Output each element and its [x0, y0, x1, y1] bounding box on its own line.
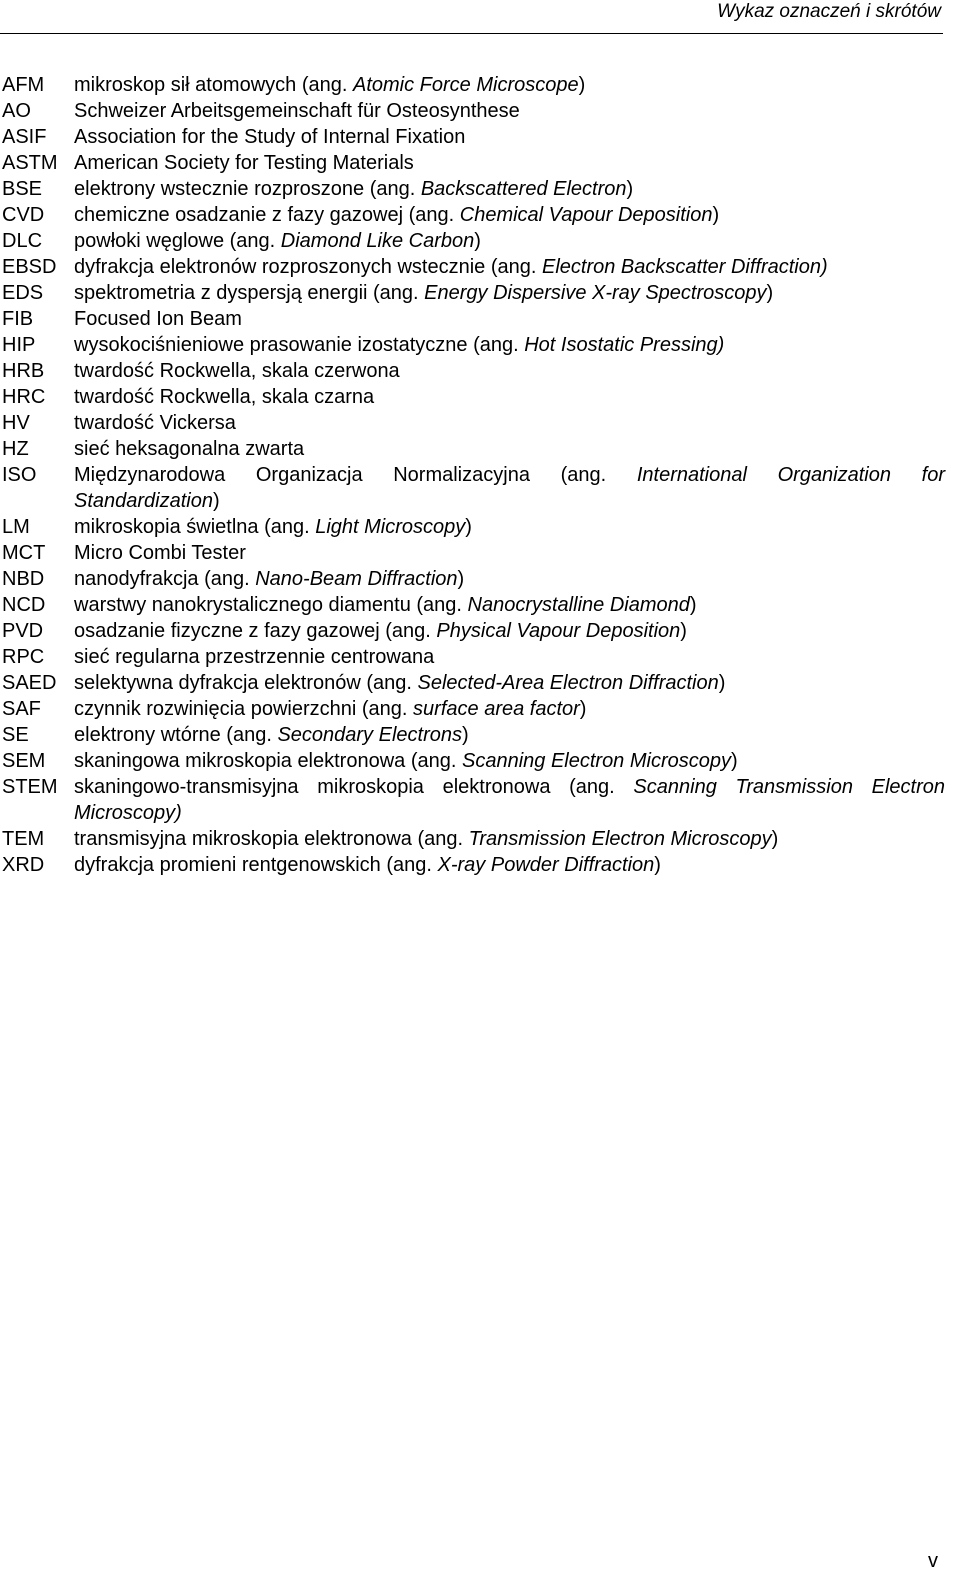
closing-parenthesis: ) — [212, 490, 220, 512]
abbreviation-definition — [74, 852, 945, 878]
closing-parenthesis: ) — [718, 672, 726, 694]
abbreviation-entry — [0, 852, 945, 878]
abbreviation-term: XRD — [2, 854, 45, 876]
closing-parenthesis: ) — [457, 568, 465, 590]
definition-text: Association for the Study of Internal Fixation — [74, 126, 466, 148]
abbreviation-definition — [74, 384, 945, 410]
definition-text: sieć regularna przestrzennie centrowana — [74, 646, 435, 668]
abbreviation-entry — [0, 150, 945, 176]
abbreviation-definition — [74, 228, 945, 254]
abbreviation-entry — [0, 618, 945, 644]
abbreviation-term: LM — [2, 516, 30, 538]
closing-parenthesis: ) — [474, 230, 481, 252]
definition-text: transmisyjna mikroskopia elektronowa (ang. — [74, 828, 469, 850]
running-header-title: Wykaz oznaczeń i skrótów — [717, 1, 941, 22]
abbreviation-term: EDS — [2, 282, 44, 304]
english-term: Physical Vapour Deposition — [436, 620, 681, 642]
english-term: International Organization for Standardization — [74, 464, 945, 512]
definition-text: dyfrakcja promieni rentgenowskich (ang. — [74, 854, 438, 876]
definition-text: spektrometria z dyspersją energii (ang. — [74, 282, 425, 304]
abbreviation-entry — [0, 748, 945, 774]
abbreviation-definition — [74, 670, 945, 696]
abbreviation-definition — [74, 696, 945, 722]
definition-text: Międzynarodowa Organizacja Normalizacyjna (ang. — [74, 464, 637, 486]
english-term: Secondary Electrons — [277, 724, 462, 746]
abbreviation-entry — [0, 462, 945, 514]
abbreviation-term: HRC — [2, 386, 46, 408]
abbreviation-term: NBD — [2, 568, 45, 590]
abbreviation-entry — [0, 670, 945, 696]
abbreviation-entry — [0, 72, 945, 98]
abbreviation-term: FIB — [2, 308, 34, 330]
definition-text: twardość Rockwella, skala czerwona — [74, 360, 400, 382]
definition-text: mikroskopia świetlna (ang. — [74, 516, 316, 538]
abbreviation-entry — [0, 332, 945, 358]
definition-text: selektywna dyfrakcja elektronów (ang. — [74, 672, 418, 694]
abbreviation-definition — [74, 306, 945, 332]
abbreviation-term: AO — [2, 100, 31, 122]
definition-text: twardość Rockwella, skala czarna — [74, 386, 375, 408]
abbreviation-entry — [0, 696, 945, 722]
english-term: Nano-Beam Diffraction — [255, 568, 458, 590]
closing-parenthesis: ) — [766, 282, 774, 304]
definition-text: American Society for Testing Materials — [74, 152, 414, 174]
closing-parenthesis: ) — [578, 74, 586, 96]
closing-parenthesis: ) — [465, 516, 472, 538]
definition-text: elektrony wtórne (ang. — [74, 724, 278, 746]
abbreviation-definition — [74, 774, 945, 826]
abbreviation-definition — [74, 280, 945, 306]
abbreviation-definition — [74, 98, 945, 124]
definition-text: Focused Ion Beam — [74, 308, 242, 330]
abbreviation-term: ASTM — [2, 152, 58, 174]
definition-text: Schweizer Arbeitsgemeinschaft für Osteosynthese — [74, 100, 520, 122]
definition-text: chemiczne osadzanie z fazy gazowej (ang. — [74, 204, 460, 226]
abbreviation-definition — [74, 618, 945, 644]
abbreviation-entry — [0, 384, 945, 410]
abbreviation-entry — [0, 176, 945, 202]
abbreviation-term: STEM — [2, 776, 58, 798]
definition-text: sieć heksagonalna zwarta — [74, 438, 305, 460]
abbreviation-entry — [0, 124, 945, 150]
definition-text: elektrony wstecznie rozproszone (ang. — [74, 178, 421, 200]
abbreviation-definition — [74, 254, 945, 280]
abbreviation-definition — [74, 358, 945, 384]
definition-text: dyfrakcja elektronów rozproszonych wstecznie (ang. — [74, 256, 542, 278]
page-number: v — [928, 1550, 938, 1572]
definition-text: skaningowo-transmisyjna mikroskopia elektronowa (ang. — [74, 776, 634, 798]
abbreviation-definition — [74, 176, 945, 202]
definition-text: mikroskop sił atomowych (ang. — [74, 74, 353, 96]
english-term: surface area factor — [413, 698, 580, 720]
abbreviation-definition — [74, 150, 945, 176]
closing-parenthesis: ) — [626, 178, 634, 200]
abbreviation-definition — [74, 566, 945, 592]
english-term: Scanning Transmission Electron Microscopy) — [74, 776, 945, 824]
abbreviation-entry — [0, 566, 945, 592]
closing-parenthesis: ) — [461, 724, 469, 746]
closing-parenthesis: ) — [771, 828, 779, 850]
abbreviation-term: NCD — [2, 594, 46, 616]
abbreviation-definition — [74, 644, 945, 670]
abbreviation-entry — [0, 410, 945, 436]
abbreviation-definition — [74, 202, 945, 228]
abbreviation-term: HZ — [2, 438, 29, 460]
abbreviation-term: PVD — [2, 620, 44, 642]
closing-parenthesis: ) — [680, 620, 687, 642]
running-header — [0, 0, 943, 34]
english-term: Chemical Vapour Deposition — [459, 204, 713, 226]
abbreviation-definition — [74, 436, 945, 462]
abbreviation-term: HIP — [2, 334, 36, 356]
abbreviation-term: TEM — [2, 828, 45, 850]
abbreviation-entry — [0, 826, 945, 852]
abbreviation-definition — [74, 748, 945, 774]
abbreviation-definition — [74, 332, 945, 358]
english-term: Backscattered Electron — [420, 178, 627, 200]
abbreviation-entry — [0, 514, 945, 540]
definition-text: powłoki węglowe (ang. — [74, 230, 281, 252]
abbreviation-definition — [74, 462, 945, 514]
abbreviation-term: RPC — [2, 646, 45, 668]
abbreviation-entry — [0, 306, 945, 332]
closing-parenthesis: ) — [689, 594, 697, 616]
english-term: Selected-Area Electron Diffraction — [417, 672, 719, 694]
english-term: Diamond Like Carbon — [280, 230, 475, 252]
english-term: Light Microscopy — [315, 516, 466, 538]
abbreviation-entry — [0, 228, 945, 254]
abbreviation-term: SAF — [2, 698, 41, 720]
definition-text: czynnik rozwinięcia powierzchni (ang. — [74, 698, 414, 720]
abbreviation-entry — [0, 592, 945, 618]
abbreviation-entry — [0, 280, 945, 306]
english-term: Nanocrystalline Diamond — [467, 594, 690, 616]
abbreviation-term: HRB — [2, 360, 45, 382]
abbreviation-definition — [74, 410, 945, 436]
abbreviation-term: MCT — [2, 542, 46, 564]
english-term: Hot Isostatic Pressing) — [524, 334, 725, 356]
abbreviation-definition — [74, 72, 945, 98]
abbreviation-definition — [74, 540, 945, 566]
definition-text: osadzanie fizyczne z fazy gazowej (ang. — [74, 620, 437, 642]
abbreviation-term: SAED — [2, 672, 57, 694]
abbreviation-term: ASIF — [2, 126, 47, 148]
definition-text: skaningowa mikroskopia elektronowa (ang. — [74, 750, 462, 772]
abbreviation-entry — [0, 254, 945, 280]
abbreviation-entry — [0, 644, 945, 670]
definition-text: Micro Combi Tester — [74, 542, 246, 564]
abbreviation-term: ISO — [2, 464, 37, 486]
english-term: Scanning Electron Microscopy — [461, 750, 731, 772]
abbreviation-list — [0, 72, 945, 878]
abbreviation-entry — [0, 722, 945, 748]
definition-text: twardość Vickersa — [74, 412, 236, 434]
abbreviation-term: SEM — [2, 750, 46, 772]
abbreviation-term: HV — [2, 412, 30, 434]
abbreviation-entry — [0, 436, 945, 462]
definition-text: wysokociśnieniowe prasowanie izostatyczne (ang. — [74, 334, 525, 356]
abbreviation-definition — [74, 826, 945, 852]
closing-parenthesis: ) — [731, 750, 738, 772]
english-term: Energy Dispersive X-ray Spectroscopy — [424, 282, 767, 304]
english-term: X-ray Powder Diffraction — [437, 854, 655, 876]
english-term: Transmission Electron Microscopy — [468, 828, 772, 850]
abbreviation-term: DLC — [2, 230, 43, 252]
closing-parenthesis: ) — [654, 854, 661, 876]
abbreviation-definition — [74, 722, 945, 748]
closing-parenthesis: ) — [579, 698, 587, 720]
definition-text: nanodyfrakcja (ang. — [74, 568, 256, 590]
abbreviation-definition — [74, 124, 945, 150]
abbreviation-entry — [0, 540, 945, 566]
english-term: Atomic Force Microscope — [352, 74, 579, 96]
abbreviation-term: BSE — [2, 178, 43, 200]
abbreviation-definition — [74, 514, 945, 540]
abbreviation-entry — [0, 202, 945, 228]
abbreviation-entry — [0, 358, 945, 384]
abbreviation-entry — [0, 98, 945, 124]
abbreviation-entry — [0, 774, 945, 826]
closing-parenthesis: ) — [712, 204, 720, 226]
abbreviation-term: CVD — [2, 204, 45, 226]
abbreviation-term: SE — [2, 724, 29, 746]
abbreviation-term: AFM — [2, 74, 45, 96]
definition-text: warstwy nanokrystalicznego diamentu (ang. — [74, 594, 468, 616]
abbreviation-term: EBSD — [2, 256, 57, 278]
abbreviation-definition — [74, 592, 945, 618]
english-term: Electron Backscatter Diffraction) — [542, 256, 828, 278]
